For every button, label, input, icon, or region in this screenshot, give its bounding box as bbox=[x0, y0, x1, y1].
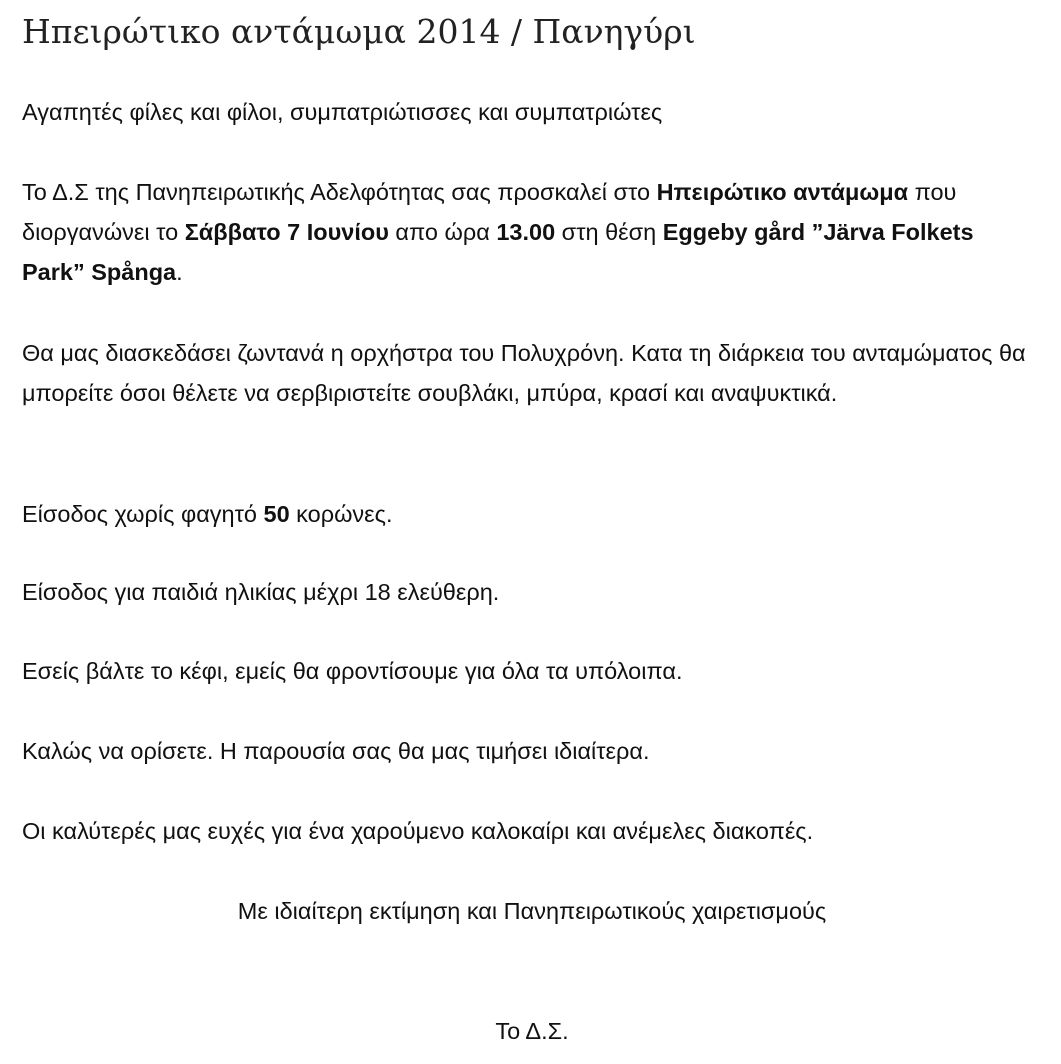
entry-fee-amount: 50 bbox=[263, 501, 290, 527]
wishes-paragraph: Οι καλύτερές μας ευχές για ένα χαρούμενο καλοκαίρι και ανέμελες διακοπές. bbox=[22, 818, 814, 844]
signature: Το Δ.Σ. bbox=[495, 1018, 569, 1044]
invitation-text-4: στη θέση bbox=[555, 219, 663, 245]
page-title: Ηπειρώτικο αντάμωμα 2014 / Πανηγύρι bbox=[22, 12, 696, 51]
invitation-text-5: . bbox=[176, 259, 183, 285]
entry-fee-paragraph bbox=[22, 494, 1042, 534]
closing-line: Με ιδιαίτερη εκτίμηση και Πανηπειρωτικούς χαιρετισμούς bbox=[237, 898, 827, 924]
welcome-paragraph: Καλώς να ορίσετε. Η παρουσία σας θα μας τιμήσει ιδιαίτερα. bbox=[22, 738, 650, 764]
event-date: Σάββατο 7 Ιουνίου bbox=[184, 219, 389, 245]
mood-paragraph: Εσείς βάλτε το κέφι, εμείς θα φροντίσουμε για όλα τα υπόλοιπα. bbox=[22, 658, 683, 684]
invitation-paragraph bbox=[22, 172, 1042, 292]
children-paragraph: Είσοδος για παιδιά ηλικίας μέχρι 18 ελεύθερη. bbox=[22, 579, 500, 605]
event-location: Eggeby gård ”Järva Folkets Park” Spånga bbox=[22, 219, 974, 285]
greeting-paragraph: Αγαπητές φίλες και φίλοι, συμπατριώτισσες και συμπατριώτες bbox=[22, 99, 663, 125]
entry-fee-text-2: κορώνες. bbox=[289, 501, 393, 527]
invitation-text-2: που διοργανώνει το bbox=[22, 179, 957, 245]
entry-fee-text-1: Είσοδος χωρίς φαγητό bbox=[22, 501, 264, 527]
event-time: 13.00 bbox=[496, 219, 556, 245]
invitation-text-1: Το Δ.Σ της Πανηπειρωτικής Αδελφότητας σας προσκαλεί στο bbox=[22, 179, 657, 205]
entertainment-paragraph: Θα μας διασκεδάσει ζωντανά η ορχήστρα του Πολυχρόνη. Κατα τη διάρκεια του ανταμώματος θα μπορείτε όσοι θέλετε να σερβιριστείτε σουβλάκι, μπύρα, κρασί και αναψυκτικά. bbox=[22, 340, 1026, 406]
invitation-text-3: απο ώρα bbox=[388, 219, 497, 245]
event-name: Ηπειρώτικο αντάμωμα bbox=[656, 179, 909, 205]
